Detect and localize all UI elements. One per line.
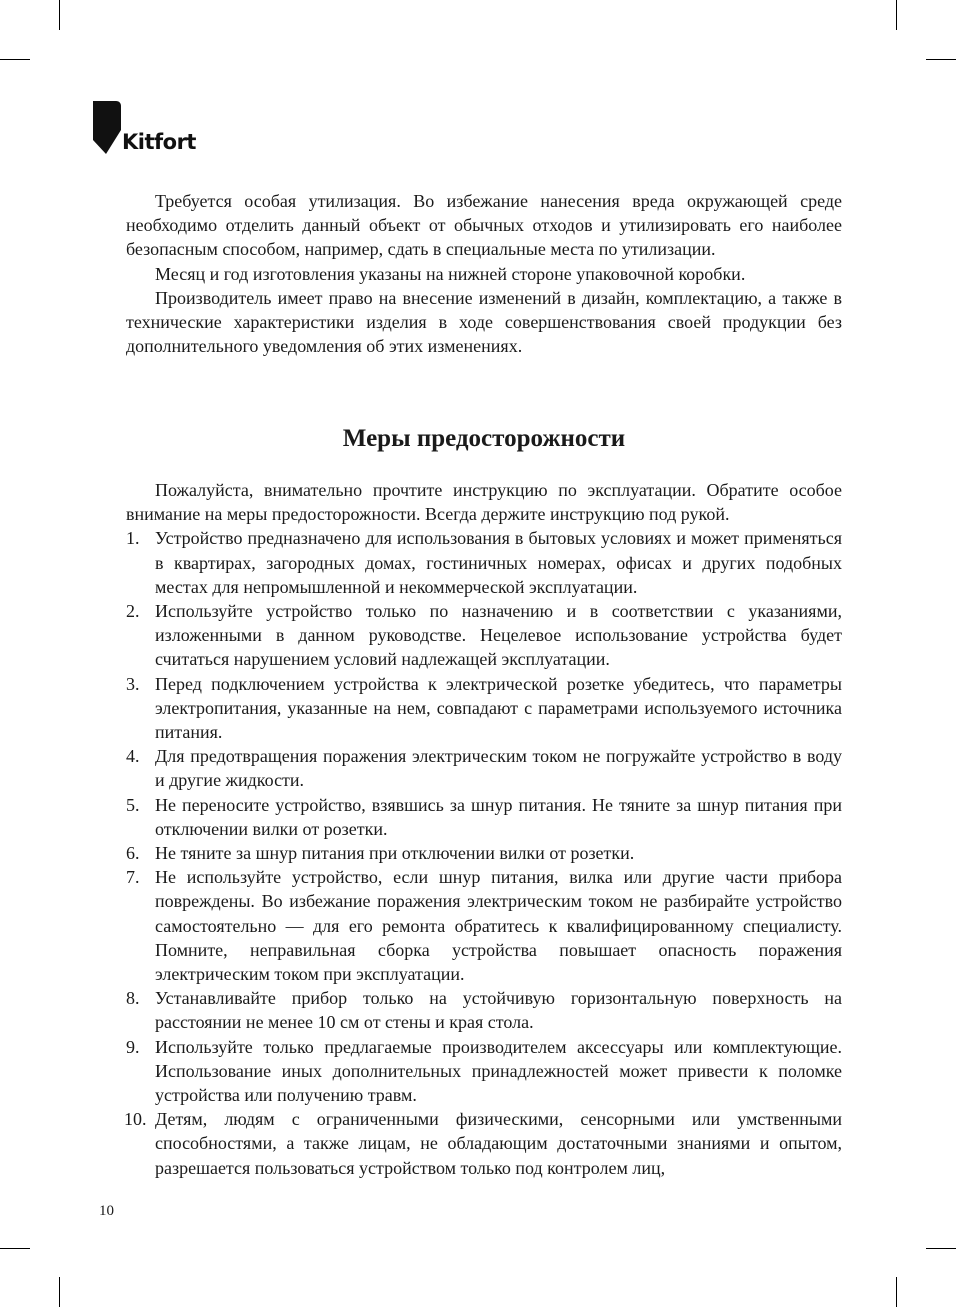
list-item	[126, 841, 842, 865]
item-text: Используйте устройство только по назначению и в соответствии с указаниями, изложенными в данном руководстве. Нецелевое использование устройства будет считаться нарушением условий надлежащей эксплуатации.	[155, 601, 842, 670]
intro-paragraph: Производитель имеет право на внесение изменений в дизайн, комплектацию, а также в технические характеристики изделия в ходе совершенствования своей продукции без дополнительного уведомления об этих изменениях.	[126, 287, 842, 357]
item-number: 7.	[126, 867, 140, 888]
intro-paragraph: Месяц и год изготовления указаны на нижней стороне упаковочной коробки.	[155, 263, 746, 284]
list-item	[126, 1035, 842, 1108]
item-text: Детям, людям с ограниченными физическими, сенсорными или умственными способностями, а также лицам, не обладающим достаточными знаниями и опытом, разрешается пользоваться устройством только под контролем лиц,	[155, 1109, 842, 1178]
list-item	[126, 793, 842, 841]
crop-mark	[59, 0, 60, 30]
list-item	[126, 599, 842, 672]
crop-mark	[0, 59, 30, 60]
list-item	[126, 865, 842, 986]
item-text: Перед подключением устройства к электрической розетке убедитесь, что параметры электропитания, указанные на нем, совпадают с параметрами используемого источника питания.	[155, 673, 842, 743]
item-text: Устройство предназначено для использования в бытовых условиях и может применяться в квартирах, загородных домах, гостиничных номерах, офисах и других подобных местах для непромышленной и некоммерческой эксплуатации.	[155, 528, 842, 597]
crop-mark	[0, 1248, 30, 1249]
list-item	[126, 526, 842, 599]
precautions-list	[126, 526, 842, 1179]
item-number: 2.	[126, 601, 140, 622]
list-item	[126, 1107, 842, 1180]
item-number: 1.	[126, 528, 140, 549]
item-text: Не переносите устройство, взявшись за шнур питания. Не тяните за шнур питания при отключении вилки от розетки.	[155, 794, 842, 839]
item-number: 8.	[126, 988, 140, 1009]
crop-mark	[896, 0, 897, 30]
item-number: 10.	[124, 1109, 147, 1130]
section-lead: Пожалуйста, внимательно прочтите инструкцию по эксплуатации. Обратите особое внимание на меры предосторожности. Всегда держите инструкцию под рукой.	[126, 480, 842, 525]
item-number: 4.	[126, 746, 140, 767]
page-number: 10	[99, 1203, 114, 1219]
item-number: 3.	[126, 673, 140, 694]
item-text: Не тяните за шнур питания при отключении вилки от розетки.	[155, 843, 635, 864]
brand-logo	[92, 100, 202, 160]
list-item	[126, 986, 842, 1034]
precautions-section	[126, 478, 842, 1180]
item-number: 9.	[126, 1036, 140, 1057]
intro-paragraph: Требуется особая утилизация. Во избежание нанесения вреда окружающей среде необходимо отделить данный объект от обычных отходов и утилизировать его наиболее безопасным способом, например, сдать в специальные места по утилизации.	[126, 191, 842, 260]
intro-section	[126, 189, 842, 358]
item-text: Устанавливайте прибор только на устойчивую горизонтальную поверхность на расстоянии не менее 10 см от стены и края стола.	[155, 988, 842, 1033]
crop-mark	[59, 1277, 60, 1307]
crop-mark	[896, 1277, 897, 1307]
brand-name: Kitfort	[122, 130, 196, 154]
item-number: 5.	[126, 794, 140, 815]
crop-mark	[926, 59, 956, 60]
item-number: 6.	[126, 843, 140, 864]
kitfort-logo-icon	[92, 100, 122, 156]
item-text: Для предотвращения поражения электрическим током не погружайте устройство в воду и другие жидкости.	[155, 746, 842, 791]
list-item	[126, 672, 842, 745]
item-text: Используйте только предлагаемые производителем аксессуары или комплектующие. Использование иных дополнительных принадлежностей может привести к поломке устройства или получению травм.	[155, 1036, 842, 1106]
crop-mark	[926, 1248, 956, 1249]
list-item	[126, 744, 842, 792]
item-text: Не используйте устройство, если шнур питания, вилка или другие части прибора повреждены. Во избежание поражения электрическим током не разбирайте устройство самостоятельно — для его ремонта обратитесь к квалифицированному специалисту. Помните, неправильная сборка устройства повышает опасность поражения электрическим током при эксплуатации.	[155, 867, 842, 985]
section-title: Меры предосторожности	[342, 425, 626, 452]
